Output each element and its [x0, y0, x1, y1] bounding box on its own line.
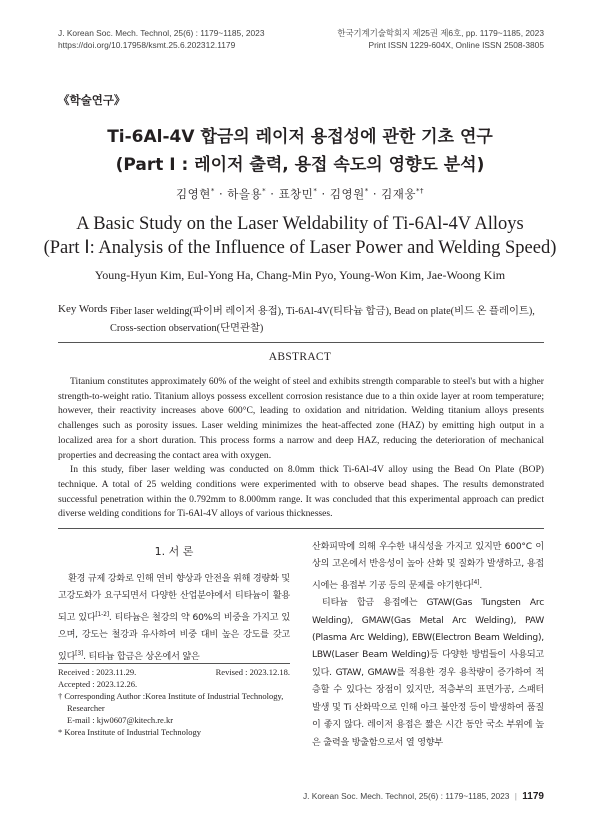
author-ko-2: 하을용 [227, 187, 263, 201]
korean-authors [0, 186, 600, 202]
author-mark: * [210, 187, 215, 196]
running-header-right [337, 27, 544, 51]
corresponding-author: † Corresponding Author :Korea Institute of Industrial Technology, [58, 691, 284, 701]
right-paragraph-1 [312, 539, 544, 595]
author-ko-1: 김영현 [175, 187, 211, 201]
page-number: 1179 [522, 791, 544, 802]
english-title-line-2: (Part Ⅰ: Analysis of the Influence of Laser Power and Welding Speed) [43, 238, 557, 258]
accepted-date: Accepted : 2023.12.26. [58, 679, 138, 689]
author-separator: · [368, 187, 382, 201]
journal-ko-citation: 한국기계기술학회지 제25권 제6호, pp. 1179~1185, 2023 [337, 28, 544, 38]
affiliation: * Korea Institute of Industrial Technology [58, 727, 202, 737]
received-date: Received : 2023.11.29. [58, 667, 137, 677]
received-line [58, 666, 290, 678]
intro-text: 환경 규제 강화로 인해 연비 향상과 안전을 위해 경량화 및 고강도화가 요구되면서 다양한 산업분야에서 티타늄이 활용되고 있다 [58, 574, 290, 623]
citation-ref[interactable]: [4] [471, 578, 480, 586]
abstract-heading: ABSTRACT [268, 351, 332, 363]
citation-ref[interactable]: [3] [75, 649, 84, 657]
corresponding-author-role: Researcher [67, 703, 105, 713]
footer-citation: J. Korean Soc. Mech. Technol, 25(6) : 1179~1185, 2023 [302, 791, 510, 801]
author-ko-5: 김재웅 [381, 187, 416, 201]
korean-title-line-2: (Part Ⅰ : 레이저 출력, 용접 속도의 영향도 분석) [115, 155, 485, 175]
revised-date: Revised : 2023.12.18. [215, 667, 290, 677]
journal-citation: J. Korean Soc. Mech. Technol, 25(6) : 1179~1185, 2023 [58, 28, 265, 38]
intro-text: 산화피막에 의해 우수한 내식성을 가지고 있지만 600°C 이상의 고온에서 반응성이 높아 산화 및 질화가 발생하고, 용접 시에는 용접부 기공 등의 문제를 야기한다 [312, 542, 544, 591]
doi-link[interactable]: https://doi.org/10.17958/ksmt.25.6.202312.1179 [58, 40, 236, 50]
author-separator: · [317, 187, 330, 201]
abstract-body [58, 375, 544, 522]
abstract-paragraph-1: Titanium constitutes approximately 60% of the weight of steel and exhibits strength comparable to steel's but with a higher strength-to-weight ratio. Titanium alloys possess excellent corrosion resistance due to a thin oxide layer at room temperature; however, their reactivity increases above 600°C, leading to oxidation and nitridation. Welding titanium alloys presents challenges such as porosity issues. Laser welding minimizes the heat-affected zone (HAZ) by emitting high output in a localized area for a short duration. This process forms a narrow and deep HAZ, reducing the deterioration of mechanical properties and decreasing the contact area with oxygen. [58, 376, 544, 461]
author-separator: · [214, 187, 228, 201]
citation-ref[interactable]: [1-2] [95, 610, 109, 618]
english-authors: Young-Hyun Kim, Eul-Yong Ha, Chang-Min Pyo, Young-Won Kim, Jae-Woong Kim [94, 268, 506, 282]
keywords-text: Fiber laser welding(파이버 레이저 용접), Ti-6Al-4V(티타늄 합금), Bead on plate(비드 온 플레이트), Cross-section observation(단면관찰) [110, 306, 535, 334]
author-mark: * [262, 187, 267, 196]
author-ko-4: 김영원 [329, 187, 365, 201]
running-header-left [58, 27, 264, 51]
intro-text: . 티타늄은 철강의 약 60%의 비중을 가지고 있으며, 강도는 철강과 유사하여 비중 대비 높은 강도를 갖고 있다 [58, 612, 290, 662]
abstract-paragraph-2: In this study, fiber laser welding was conducted on 8.0mm thick Ti-6Al-4V alloy using the Bead On Plate (BOP) technique. A total of 25 welding conditions were experimented with to observe bead shapes. The results demonstrated successful penetration within the 0.792mm to 8.000mm range. It was concluded that this experimental approach can predict diverse welding conditions for Ti-6Al-4V alloys of various thicknesses. [58, 464, 544, 520]
intro-paragraph-left [58, 571, 290, 666]
korean-title-line-1: Ti-6Al-4V 합금의 레이저 용접성에 관한 기초 연구 [107, 127, 493, 147]
footnotes [58, 666, 290, 738]
footer-separator: | [514, 791, 517, 801]
author-email[interactable]: E-mail : kjw0607@kitech.re.kr [67, 715, 174, 725]
intro-paragraph-right [312, 539, 544, 752]
author-mark: * [313, 187, 318, 196]
right-paragraph-2: 티타늄 합금 용접에는 GTAW(Gas Tungsten Arc Welding), GMAW(Gas Metal Arc Welding), PAW (Plasma Arc Welding), EBW(Electron Beam Welding), LBW(Laser Beam Welding)등 다양한 방법들이 사용되고 있다. GTAW, GMAW를 적용한 경우 용착량이 증가하여 적층할 수 있다는 장점이 있지만, 적층부의 표면가공, 스패터 발생 및 Ti 산화막으로 인해 아크 불안정 등이 발생하여 품질이 좋지 않다. 레이저 용접은 짧은 시간 동안 국소 부위에 높은 출력을 방출함으로서 열 영향부 [312, 598, 544, 748]
author-separator: · [266, 187, 279, 201]
section-heading-introduction: 1. 서 론 [154, 545, 194, 558]
abstract-bottom-divider [58, 528, 544, 529]
author-ko-3: 표창민 [278, 187, 314, 201]
abstract-top-divider [58, 342, 544, 343]
page-footer [303, 791, 544, 802]
footnote-divider [58, 663, 290, 664]
intro-text: . [479, 580, 483, 591]
intro-text: . 티타늄 합금은 상온에서 얇은 [83, 651, 200, 662]
article-category: 《학술연구》 [58, 93, 126, 107]
author-mark: * [364, 187, 369, 196]
author-mark: *† [416, 187, 424, 196]
keywords-label: Key Words : [58, 303, 114, 315]
english-title-line-1: A Basic Study on the Laser Weldability of Ti-6Al-4V Alloys [76, 214, 524, 234]
issn: Print ISSN 1229-604X, Online ISSN 2508-3805 [368, 40, 544, 50]
